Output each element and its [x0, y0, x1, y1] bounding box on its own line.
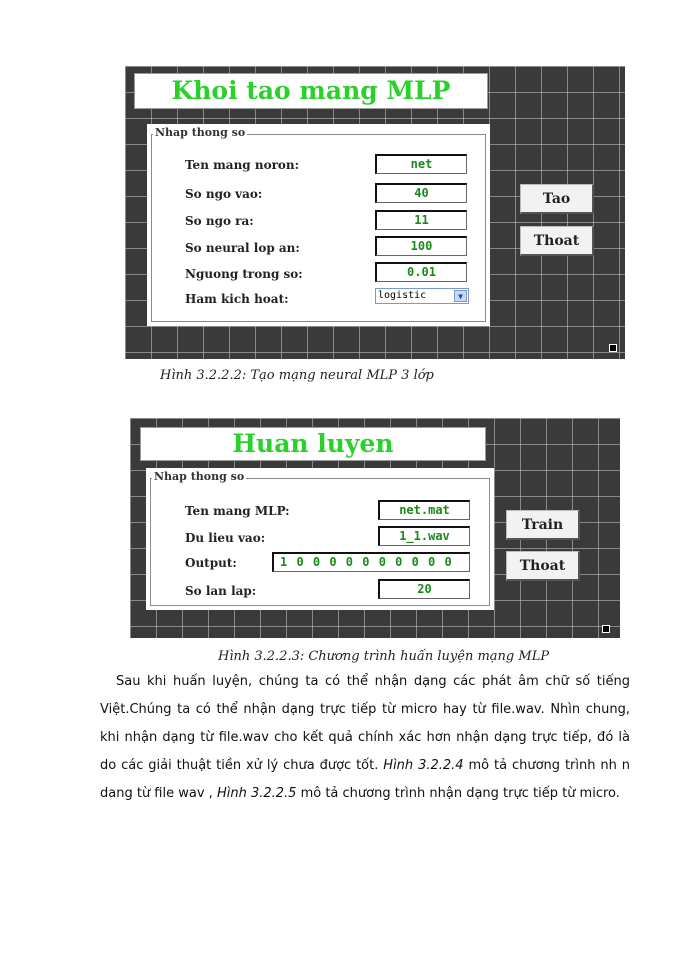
figure-ref-2: Hình 3.2.2.5 — [216, 786, 297, 801]
network-name-input[interactable]: net — [375, 154, 467, 174]
input-count-input[interactable]: 40 — [375, 183, 467, 203]
figure2-caption: Hình 3.2.2.3: Chương trình huấn luyện mạng MLP — [218, 649, 550, 664]
label-weight-threshold: Nguong trong so: — [185, 267, 303, 281]
label-iterations: So lan lap: — [185, 584, 257, 598]
training-window — [130, 418, 620, 638]
hidden-neurons-input[interactable]: 100 — [375, 236, 467, 256]
activation-selected-value: logistic — [378, 290, 427, 301]
mlp-init-window — [125, 66, 625, 359]
input-data-input[interactable]: 1_1.wav — [378, 526, 470, 546]
exit-button[interactable]: Thoat — [520, 226, 594, 256]
output-count-input[interactable]: 11 — [375, 210, 467, 230]
mlp-name-input[interactable]: net.mat — [378, 500, 470, 520]
chevron-down-icon[interactable]: ▼ — [454, 290, 467, 302]
body-paragraph — [100, 668, 630, 808]
figure1-caption: Hình 3.2.2.2: Tạo mạng neural MLP 3 lớp — [160, 368, 434, 383]
figure-ref-1: Hình 3.2.2.4 — [383, 758, 464, 773]
label-activation: Ham kich hoat: — [185, 292, 289, 306]
paragraph-text-1: Sau khi huấn luyện, chúng ta có thể nhận dạng các phát âm chữ số tiếng Việt.Chúng ta có thể nhận dạng trực tiếp từ micro hay từ file.wav. Nhìn chung, khi nhận dạng từ file.wav cho kết quả chính xác hơn nhận dạng trực tiếp, đó là do các giải thuật tiền xử lý chưa được tốt. — [100, 674, 630, 773]
weight-threshold-input[interactable]: 0.01 — [375, 262, 467, 282]
label-input-count: So ngo vao: — [185, 187, 263, 201]
label-output: Output: — [185, 556, 237, 570]
label-output-count: So ngo ra: — [185, 214, 254, 228]
create-button[interactable]: Tao — [520, 184, 594, 214]
activation-select[interactable] — [375, 288, 469, 304]
label-hidden-neurons: So neural lop an: — [185, 241, 300, 255]
paragraph-text-3: mô tả chương trình nhận dạng trực tiếp từ micro. — [296, 786, 620, 801]
resize-handle-icon[interactable] — [602, 625, 610, 633]
exit-button[interactable]: Thoat — [506, 551, 580, 581]
params-group — [147, 124, 490, 326]
label-mlp-name: Ten mang MLP: — [185, 504, 290, 518]
group-legend: Nhap thong so — [154, 470, 245, 483]
window-title: Khoi tao mang MLP — [134, 73, 488, 109]
resize-handle-icon[interactable] — [609, 344, 617, 352]
output-input[interactable]: 1 0 0 0 0 0 0 0 0 0 0 — [272, 552, 470, 572]
group-legend: Nhap thong so — [155, 126, 246, 139]
params-group — [146, 468, 494, 610]
paragraph-text-2: mô tả chương trình nh n dang từ file wav , — [100, 758, 631, 801]
label-network-name: Ten mang noron: — [185, 158, 300, 172]
train-button[interactable]: Train — [506, 510, 580, 540]
iterations-input[interactable]: 20 — [378, 579, 470, 599]
window-title: Huan luyen — [140, 427, 486, 461]
label-input-data: Du lieu vao: — [185, 531, 266, 545]
